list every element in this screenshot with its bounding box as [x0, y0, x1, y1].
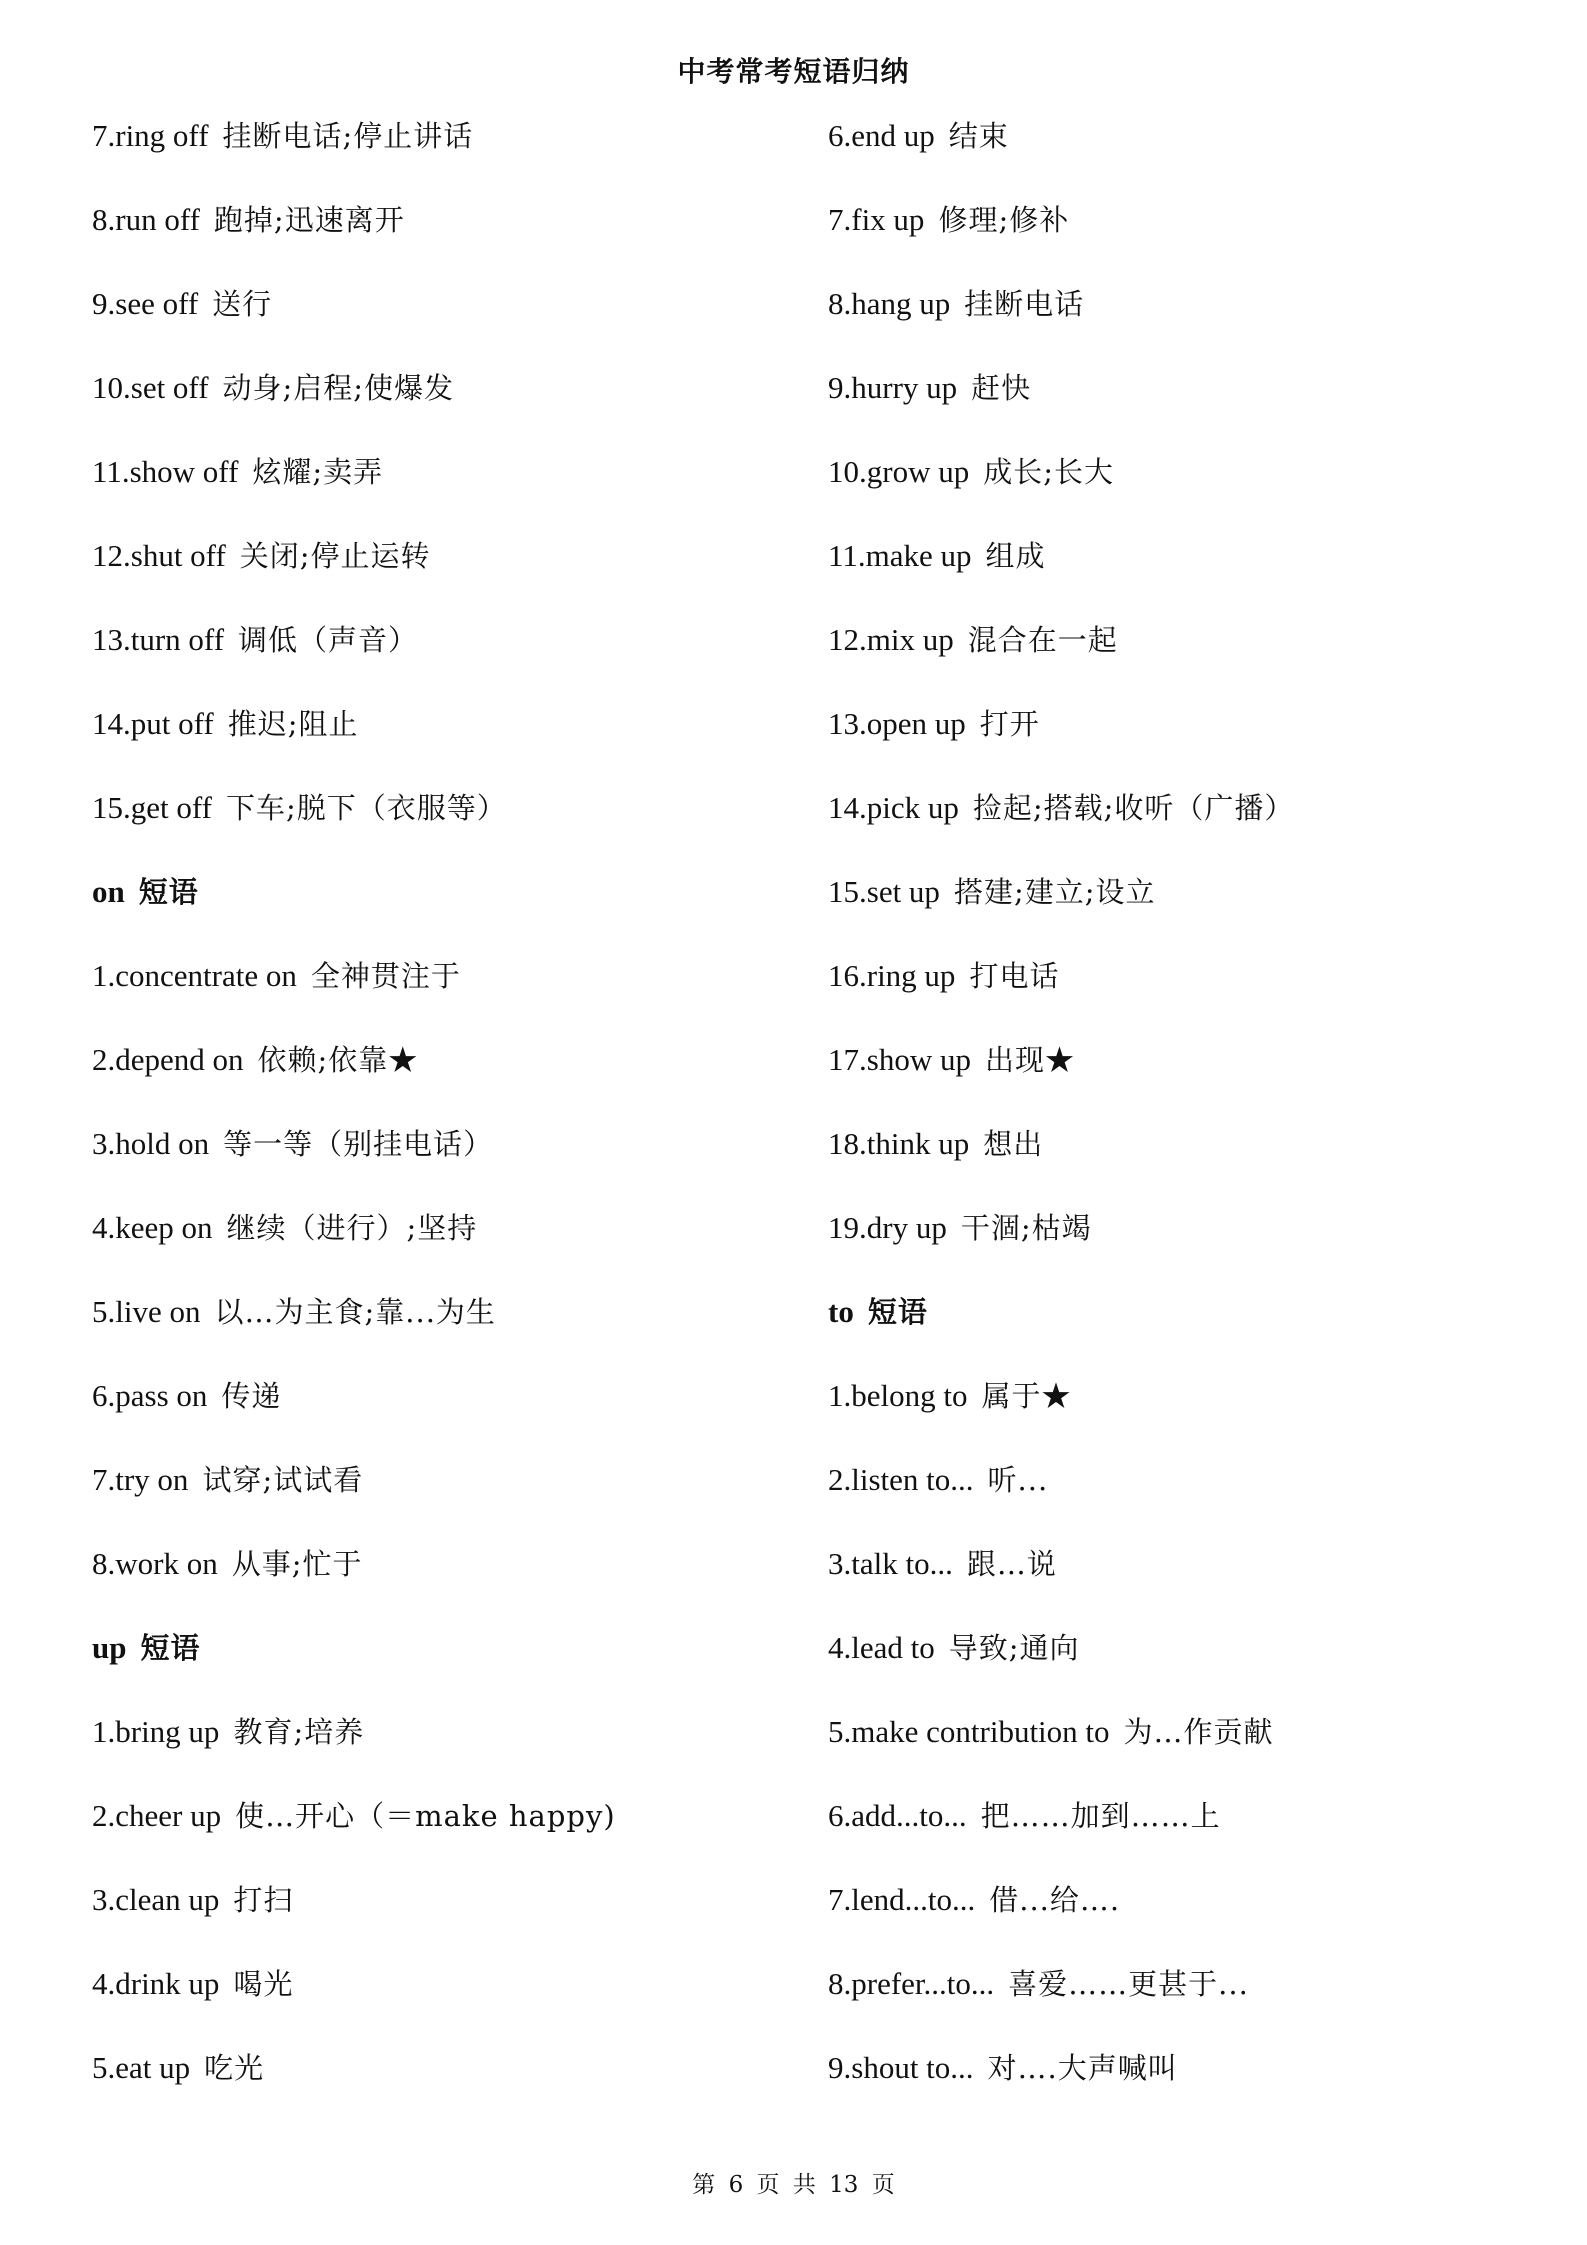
phrase-row [828, 1118, 1528, 1202]
phrase-meaning: 动身;启程;使爆发 [222, 371, 455, 405]
phrase-text: 4.keep on [92, 1210, 213, 1245]
phrase-text: 1.belong to [828, 1378, 968, 1413]
phrase-meaning: 喝光 [233, 1967, 294, 2001]
phrase-text: 1.concentrate on [92, 958, 297, 993]
phrase-meaning: 等一等（别挂电话） [223, 1127, 494, 1161]
phrase-row [92, 782, 792, 866]
phrase-meaning: 打扫 [233, 1883, 294, 1917]
phrase-text: 7.lend...to... [828, 1882, 976, 1917]
phrase-text: 19.dry up [828, 1210, 947, 1245]
phrase-meaning: 挂断电话 [964, 287, 1085, 321]
phrase-text: 3.clean up [92, 1882, 220, 1917]
section-heading-on [92, 866, 792, 950]
phrase-text: 16.ring up [828, 958, 956, 993]
phrase-meaning: 出现★ [984, 1043, 1075, 1077]
phrase-meaning: 下车;脱下（衣服等） [225, 791, 507, 825]
phrase-text: 5.make contribution to [828, 1714, 1110, 1749]
section-heading-word: up [92, 1630, 127, 1665]
phrase-text: 5.live on [92, 1294, 201, 1329]
phrase-text: 10.grow up [828, 454, 970, 489]
phrase-text: 13.open up [828, 706, 966, 741]
phrase-meaning: 喜爱……更甚于... [1008, 1967, 1249, 2001]
phrase-meaning: 把……加到……上 [980, 1799, 1221, 1833]
phrase-row [828, 950, 1528, 1034]
phrase-meaning: 成长;长大 [983, 455, 1114, 489]
phrase-row [828, 2042, 1528, 2126]
phrase-meaning: 依赖;依靠★ [257, 1043, 419, 1077]
phrase-row [828, 1790, 1528, 1874]
phrase-row [92, 278, 792, 362]
phrase-meaning: 试穿;试试看 [202, 1463, 364, 1497]
phrase-text: 8.prefer...to... [828, 1966, 995, 2001]
phrase-meaning: 使…开心（＝make happy) [235, 1799, 616, 1833]
phrase-row [828, 110, 1528, 194]
phrase-text: 13.turn off [92, 622, 225, 657]
phrase-row [92, 1370, 792, 1454]
phrase-row [828, 362, 1528, 446]
phrase-row [828, 1454, 1528, 1538]
section-heading-word: on [92, 874, 125, 909]
phrase-text: 11.show off [92, 454, 239, 489]
phrase-row [92, 110, 792, 194]
page-number-footer: 第 6 页 共 13 页 [692, 2172, 895, 2198]
phrase-text: 17.show up [828, 1042, 971, 1077]
phrase-meaning: 借...给…. [989, 1883, 1121, 1917]
phrase-meaning: 想出 [983, 1127, 1044, 1161]
phrase-meaning: 炫耀;卖弄 [252, 455, 384, 489]
phrase-row [92, 1790, 792, 1874]
section-heading-label: 短语 [138, 875, 199, 909]
phrase-text: 6.end up [828, 118, 935, 153]
phrase-meaning: 跑掉;迅速离开 [213, 203, 405, 237]
phrase-meaning: 全神贯注于 [310, 959, 461, 993]
phrase-text: 5.eat up [92, 2050, 191, 2085]
phrase-text: 14.put off [92, 706, 214, 741]
phrase-meaning: 跟…说 [966, 1547, 1057, 1581]
phrase-row [828, 866, 1528, 950]
phrase-text: 7.fix up [828, 202, 925, 237]
phrase-row [92, 1706, 792, 1790]
phrase-row [92, 1286, 792, 1370]
phrase-text: 14.pick up [828, 790, 959, 825]
phrase-meaning: 干涸;枯竭 [960, 1211, 1092, 1245]
phrase-text: 10.set off [92, 370, 209, 405]
phrase-text: 9.shout to... [828, 2050, 974, 2085]
phrase-row [828, 1958, 1528, 2042]
phrase-text: 6.pass on [92, 1378, 208, 1413]
phrase-meaning: 捡起;搭载;收听（广播） [972, 791, 1295, 825]
section-heading-up [92, 1622, 792, 1706]
phrase-text: 15.get off [92, 790, 212, 825]
phrase-row [828, 446, 1528, 530]
phrase-row [828, 1370, 1528, 1454]
phrase-row [828, 698, 1528, 782]
page-title: 中考常考短语归纳 [677, 55, 910, 88]
phrase-text: 3.hold on [92, 1126, 210, 1161]
phrase-row [828, 1622, 1528, 1706]
phrase-text: 6.add...to... [828, 1798, 967, 1833]
phrase-meaning: 以…为主食;靠...为生 [214, 1295, 496, 1329]
phrase-meaning: 组成 [985, 539, 1046, 573]
phrase-meaning: 听... [987, 1463, 1049, 1497]
phrase-text: 8.work on [92, 1546, 218, 1581]
phrase-meaning: 挂断电话;停止讲话 [222, 119, 474, 153]
phrase-meaning: 送行 [212, 287, 273, 321]
phrase-meaning: 搭建;建立;设立 [953, 875, 1156, 909]
left-column [92, 110, 792, 2126]
phrase-row [92, 446, 792, 530]
phrase-row [828, 1034, 1528, 1118]
phrase-meaning: 打电话 [969, 959, 1060, 993]
phrase-meaning: 对….大声喊叫 [987, 2051, 1178, 2085]
phrase-meaning: 修理;修补 [938, 203, 1070, 237]
phrase-text: 15.set up [828, 874, 940, 909]
phrase-row [92, 950, 792, 1034]
phrase-text: 12.shut off [92, 538, 226, 573]
phrase-meaning: 教育;培养 [233, 1715, 365, 1749]
section-heading-to [828, 1286, 1528, 1370]
phrase-row [828, 1706, 1528, 1790]
phrase-meaning: 赶快 [971, 371, 1032, 405]
phrase-row [92, 1874, 792, 1958]
phrase-row [92, 698, 792, 782]
phrase-row [92, 194, 792, 278]
phrase-text: 2.cheer up [92, 1798, 222, 1833]
phrase-meaning: 为…作贡献 [1123, 1715, 1274, 1749]
phrase-row [92, 614, 792, 698]
phrase-text: 7.try on [92, 1462, 189, 1497]
phrase-text: 9.see off [92, 286, 199, 321]
phrase-meaning: 混合在一起 [967, 623, 1118, 657]
phrase-row [828, 1874, 1528, 1958]
phrase-text: 4.lead to [828, 1630, 935, 1665]
phrase-meaning: 继续（进行）;坚持 [226, 1211, 478, 1245]
phrase-row [828, 530, 1528, 614]
section-heading-word: to [828, 1294, 854, 1329]
phrase-meaning: 吃光 [204, 2051, 265, 2085]
phrase-text: 18.think up [828, 1126, 970, 1161]
section-heading-label: 短语 [140, 1631, 201, 1665]
phrase-text: 9.hurry up [828, 370, 958, 405]
phrase-text: 2.depend on [92, 1042, 244, 1077]
phrase-meaning: 导致;通向 [948, 1631, 1080, 1665]
section-heading-label: 短语 [867, 1295, 928, 1329]
right-column [828, 110, 1528, 2126]
phrase-row [828, 782, 1528, 866]
phrase-row [92, 1454, 792, 1538]
phrase-meaning: 调低（声音） [238, 623, 419, 657]
phrase-meaning: 从事;忙于 [231, 1547, 363, 1581]
phrase-row [92, 530, 792, 614]
phrase-meaning: 打开 [979, 707, 1040, 741]
phrase-meaning: 传递 [221, 1379, 282, 1413]
phrase-text: 4.drink up [92, 1966, 220, 2001]
phrase-text: 7.ring off [92, 118, 209, 153]
phrase-meaning: 推迟;阻止 [227, 707, 359, 741]
phrase-row [828, 1202, 1528, 1286]
phrase-row [828, 194, 1528, 278]
phrase-row [92, 1202, 792, 1286]
phrase-text: 1.bring up [92, 1714, 220, 1749]
phrase-meaning: 结束 [948, 119, 1009, 153]
phrase-row [92, 1034, 792, 1118]
phrase-text: 3.talk to... [828, 1546, 953, 1581]
phrase-row [92, 2042, 792, 2126]
phrase-row [92, 1958, 792, 2042]
phrase-row [828, 614, 1528, 698]
phrase-text: 2.listen to... [828, 1462, 974, 1497]
phrase-text: 11.make up [828, 538, 972, 573]
phrase-row [92, 362, 792, 446]
phrase-meaning: 属于★ [981, 1379, 1072, 1413]
phrase-meaning: 关闭;停止运转 [239, 539, 431, 573]
phrase-row [828, 278, 1528, 362]
phrase-row [92, 1538, 792, 1622]
phrase-row [92, 1118, 792, 1202]
phrase-text: 12.mix up [828, 622, 954, 657]
phrase-row [828, 1538, 1528, 1622]
phrase-text: 8.hang up [828, 286, 951, 321]
phrase-text: 8.run off [92, 202, 200, 237]
